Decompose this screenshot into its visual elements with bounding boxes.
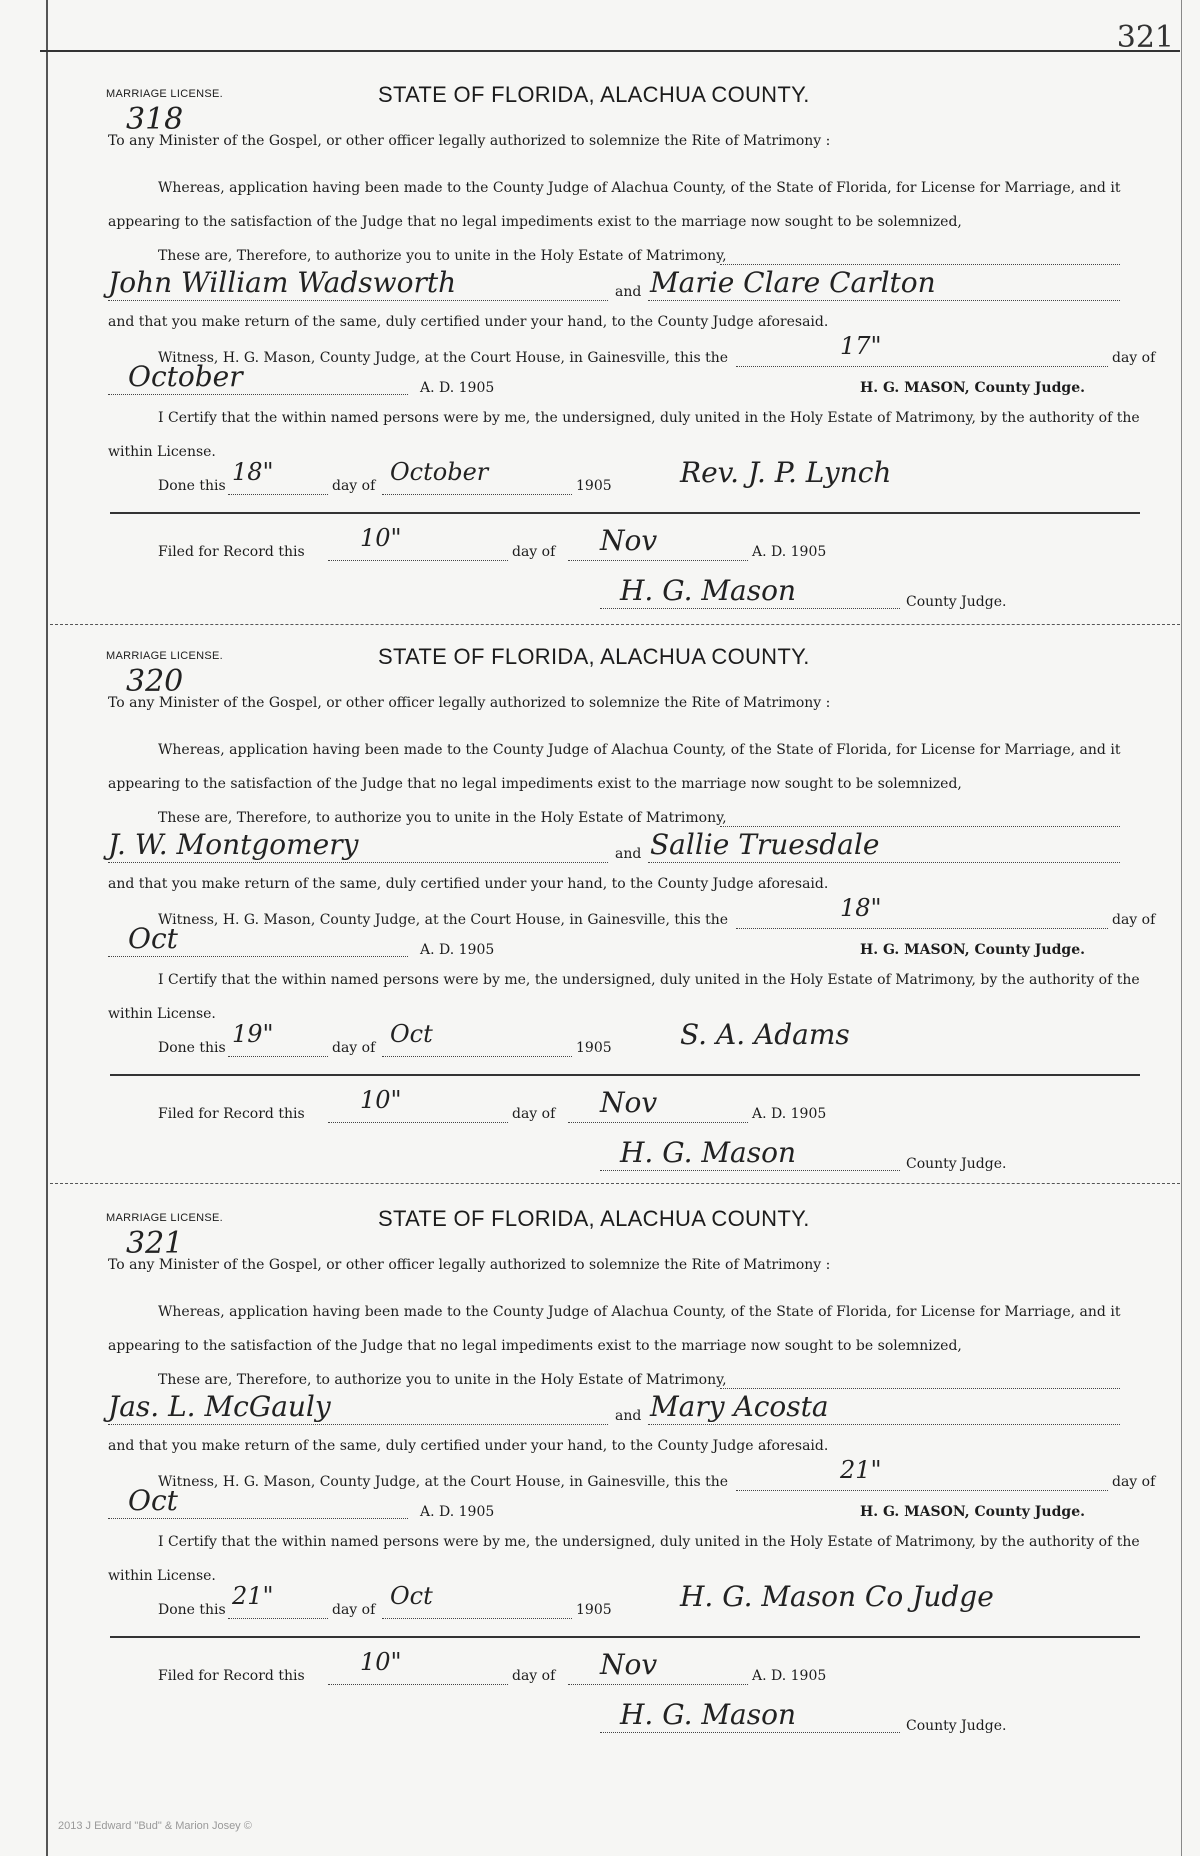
county-judge-label: County Judge. [906, 1718, 1007, 1734]
whereas-line-2: appearing to the satisfaction of the Judge that no legal impediments exist to the marriage now sought to be solemnized, [108, 1338, 962, 1354]
fill-line [736, 928, 1108, 929]
judge-name: H. G. MASON, County Judge. [860, 942, 1085, 958]
fill-line [108, 1424, 608, 1425]
fill-line [736, 1490, 1108, 1491]
fill-line [648, 862, 1120, 863]
filed-month: Nov [600, 524, 658, 557]
these-are-line: These are, Therefore, to authorize you to unite in the Holy Estate of Matrimony, [158, 248, 727, 264]
fill-line [108, 1518, 408, 1519]
bride-name: Marie Clare Carlton [650, 266, 936, 299]
whereas-line-2: appearing to the satisfaction of the Judge that no legal impediments exist to the marriage now sought to be solemnized, [108, 776, 962, 792]
these-are-line: These are, Therefore, to authorize you to unite in the Holy Estate of Matrimony, [158, 810, 727, 826]
groom-name: Jas. L. McGauly [108, 1390, 331, 1423]
certify-line: I Certify that the within named persons were by me, the undersigned, duly united in the Holy Estate of Matrimony, by the authority of the [158, 1534, 1140, 1550]
section-divider [50, 624, 1180, 625]
county-judge-label: County Judge. [906, 594, 1007, 610]
filed-ad-year: A. D. 1905 [752, 1106, 827, 1122]
bride-name: Mary Acosta [650, 1390, 829, 1423]
done-this-label: Done this [158, 1040, 226, 1056]
filed-month: Nov [600, 1648, 658, 1681]
fill-line [108, 394, 408, 395]
whereas-line-1: Whereas, application having been made to the County Judge of Alachua County, of the State of Florida, for License for Marriage, and it [158, 180, 1121, 196]
fill-line [648, 300, 1120, 301]
ad-year: A. D. 1905 [420, 1504, 495, 1520]
day-of-label: day of [1112, 350, 1156, 366]
filed-day: 10" [360, 1648, 402, 1676]
fill-line [382, 1618, 572, 1619]
fill-line [600, 1170, 900, 1171]
page-number: 321 [1116, 20, 1174, 55]
license-title: STATE OF FLORIDA, ALACHUA COUNTY. [378, 82, 810, 107]
witness-line: Witness, H. G. Mason, County Judge, at the Court House, in Gainesville, this the [158, 912, 729, 928]
witness-month: Oct [128, 922, 178, 955]
fill-line [228, 1056, 328, 1057]
done-day: 18" [232, 458, 274, 486]
fill-line [720, 826, 1120, 827]
done-year: 1905 [576, 1602, 612, 1618]
done-this-label: Done this [158, 1602, 226, 1618]
license-label: MARRIAGE LICENSE. [106, 88, 223, 100]
fill-line [328, 560, 508, 561]
filed-signature: H. G. Mason [620, 574, 797, 607]
done-day: 19" [232, 1020, 274, 1048]
whereas-line-1: Whereas, application having been made to the County Judge of Alachua County, of the State of Florida, for License for Marriage, and it [158, 1304, 1121, 1320]
fill-line [328, 1684, 508, 1685]
fill-line [228, 494, 328, 495]
fill-line [568, 1122, 748, 1123]
judge-name: H. G. MASON, County Judge. [860, 380, 1085, 396]
day-of-label: day of [332, 1040, 376, 1056]
witness-day: 17" [840, 332, 882, 360]
section-rule [110, 512, 1140, 514]
fill-line [108, 300, 608, 301]
witness-month: October [128, 360, 243, 393]
day-of-label: day of [1112, 1474, 1156, 1490]
fill-line [108, 862, 608, 863]
filed-signature: H. G. Mason [620, 1136, 797, 1169]
fill-line [600, 1732, 900, 1733]
done-month: October [390, 458, 489, 486]
filed-day: 10" [360, 524, 402, 552]
section-divider [50, 1183, 1180, 1184]
section-rule [110, 1636, 1140, 1638]
filed-day: 10" [360, 1086, 402, 1114]
return-line: and that you make return of the same, duly certified under your hand, to the County Judge aforesaid. [108, 314, 829, 330]
fill-line [228, 1618, 328, 1619]
within-license: within License. [108, 1006, 216, 1022]
day-of-label: day of [332, 478, 376, 494]
day-of-label: day of [512, 1106, 556, 1122]
day-of-label: day of [1112, 912, 1156, 928]
fill-line [382, 1056, 572, 1057]
bride-name: Sallie Truesdale [650, 828, 880, 861]
license-number: 318 [126, 102, 184, 137]
return-line: and that you make return of the same, duly certified under your hand, to the County Judge aforesaid. [108, 1438, 829, 1454]
groom-name: John William Wadsworth [108, 266, 457, 299]
judge-name: H. G. MASON, County Judge. [860, 1504, 1085, 1520]
fill-line [720, 264, 1120, 265]
filed-month: Nov [600, 1086, 658, 1119]
done-this-label: Done this [158, 478, 226, 494]
fill-line [720, 1388, 1120, 1389]
license-title: STATE OF FLORIDA, ALACHUA COUNTY. [378, 644, 810, 669]
and-word: and [615, 846, 642, 862]
these-are-line: These are, Therefore, to authorize you to unite in the Holy Estate of Matrimony, [158, 1372, 727, 1388]
fill-line [382, 494, 572, 495]
groom-name: J. W. Montgomery [108, 828, 359, 861]
license-label: MARRIAGE LICENSE. [106, 1212, 223, 1224]
filed-for-record-label: Filed for Record this [158, 544, 305, 560]
return-line: and that you make return of the same, duly certified under your hand, to the County Judge aforesaid. [108, 876, 829, 892]
license-title: STATE OF FLORIDA, ALACHUA COUNTY. [378, 1206, 810, 1231]
fill-line [108, 956, 408, 957]
left-margin-rule [46, 0, 48, 1856]
ad-year: A. D. 1905 [420, 380, 495, 396]
fill-line [568, 1684, 748, 1685]
fill-line [648, 1424, 1120, 1425]
certify-line: I Certify that the within named persons were by me, the undersigned, duly united in the Holy Estate of Matrimony, by the authority of the [158, 410, 1140, 426]
officiant-signature: S. A. Adams [680, 1018, 850, 1051]
copyright-footer: 2013 J Edward "Bud" & Marion Josey © [58, 1820, 252, 1832]
certify-line: I Certify that the within named persons were by me, the undersigned, duly united in the Holy Estate of Matrimony, by the authority of the [158, 972, 1140, 988]
day-of-label: day of [512, 544, 556, 560]
filed-for-record-label: Filed for Record this [158, 1106, 305, 1122]
within-license: within License. [108, 444, 216, 460]
filed-ad-year: A. D. 1905 [752, 1668, 827, 1684]
done-year: 1905 [576, 478, 612, 494]
day-of-label: day of [512, 1668, 556, 1684]
officiant-signature: H. G. Mason Co Judge [680, 1580, 994, 1613]
and-word: and [615, 284, 642, 300]
within-license: within License. [108, 1568, 216, 1584]
fill-line [568, 560, 748, 561]
address-line: To any Minister of the Gospel, or other officer legally authorized to solemnize the Rite of Matrimony : [108, 695, 831, 711]
right-margin-rule [1181, 0, 1182, 1856]
fill-line [600, 608, 900, 609]
fill-line [736, 366, 1108, 367]
witness-month: Oct [128, 1484, 178, 1517]
fill-line [328, 1122, 508, 1123]
section-rule [110, 1074, 1140, 1076]
witness-day: 18" [840, 894, 882, 922]
filed-signature: H. G. Mason [620, 1698, 797, 1731]
filed-for-record-label: Filed for Record this [158, 1668, 305, 1684]
address-line: To any Minister of the Gospel, or other officer legally authorized to solemnize the Rite of Matrimony : [108, 133, 831, 149]
officiant-signature: Rev. J. P. Lynch [680, 456, 892, 489]
day-of-label: day of [332, 1602, 376, 1618]
whereas-line-2: appearing to the satisfaction of the Judge that no legal impediments exist to the marriage now sought to be solemnized, [108, 214, 962, 230]
witness-day: 21" [840, 1456, 882, 1484]
done-day: 21" [232, 1582, 274, 1610]
done-month: Oct [390, 1020, 433, 1048]
witness-line: Witness, H. G. Mason, County Judge, at the Court House, in Gainesville, this the [158, 350, 729, 366]
county-judge-label: County Judge. [906, 1156, 1007, 1172]
license-label: MARRIAGE LICENSE. [106, 650, 223, 662]
top-rule [40, 50, 1180, 52]
license-number: 321 [126, 1226, 184, 1261]
witness-line: Witness, H. G. Mason, County Judge, at the Court House, in Gainesville, this the [158, 1474, 729, 1490]
done-month: Oct [390, 1582, 433, 1610]
ad-year: A. D. 1905 [420, 942, 495, 958]
whereas-line-1: Whereas, application having been made to the County Judge of Alachua County, of the State of Florida, for License for Marriage, and it [158, 742, 1121, 758]
address-line: To any Minister of the Gospel, or other officer legally authorized to solemnize the Rite of Matrimony : [108, 1257, 831, 1273]
done-year: 1905 [576, 1040, 612, 1056]
license-number: 320 [126, 664, 184, 699]
filed-ad-year: A. D. 1905 [752, 544, 827, 560]
and-word: and [615, 1408, 642, 1424]
